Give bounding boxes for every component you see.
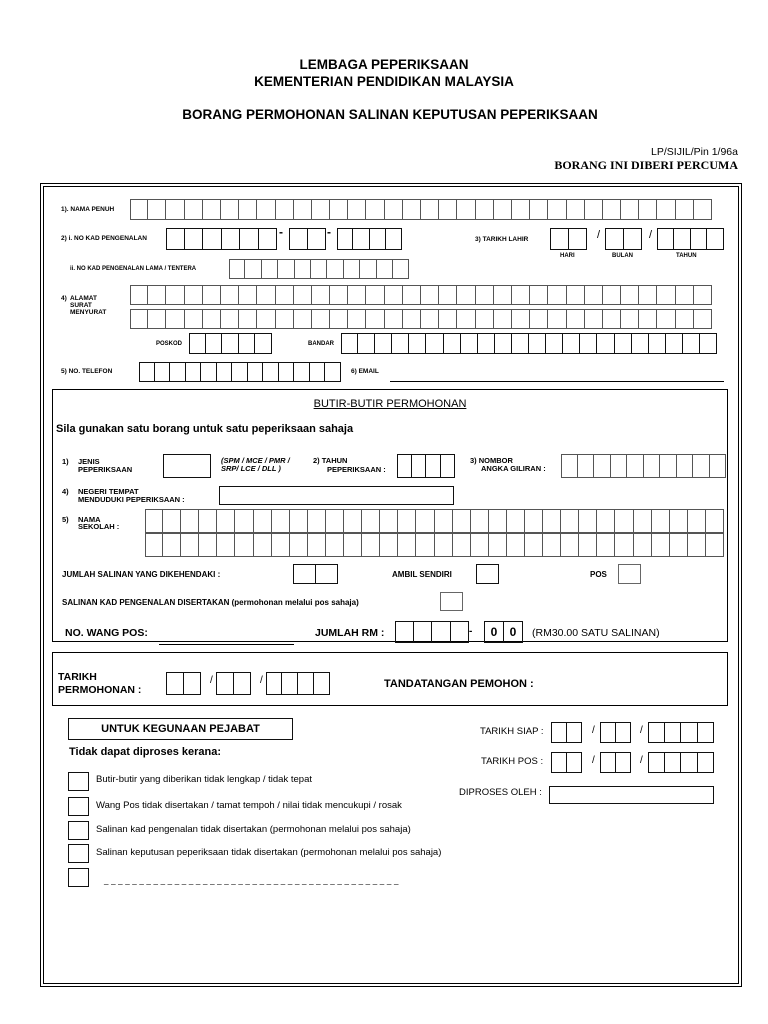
application-date-label-2: PERMOHONAN : bbox=[58, 684, 142, 696]
school-name-label-2: SEKOLAH : bbox=[78, 522, 120, 531]
header-line-1: LEMBAGA PEPERIKSAAN bbox=[299, 57, 469, 72]
reason-4-text: Salinan keputusan peperiksaan tidak disertakan (permohonan melalui pos sahaja) bbox=[96, 847, 442, 858]
ic-number-part3-boxes[interactable] bbox=[337, 228, 402, 250]
form-reference-code: LP/SIJIL/Pin 1/96a bbox=[651, 146, 738, 158]
index-number-label-1: 3) NOMBOR bbox=[470, 456, 513, 465]
ic-number-part2-boxes[interactable] bbox=[289, 228, 326, 250]
exam-state-number: 4) bbox=[62, 487, 69, 496]
completion-date-year-boxes[interactable] bbox=[648, 722, 714, 743]
ic-dash-2: - bbox=[327, 225, 331, 239]
cannot-process-label: Tidak dapat diproses kerana: bbox=[69, 746, 222, 758]
application-section-title: BUTIR-BUTIR PERMOHONAN bbox=[313, 398, 467, 410]
city-boxes[interactable] bbox=[341, 333, 717, 354]
total-amount-boxes[interactable] bbox=[395, 621, 469, 643]
completion-date-label: TARIKH SIAP : bbox=[480, 726, 544, 737]
address-label-2: SURAT bbox=[70, 302, 92, 309]
exam-type-number: 1) bbox=[62, 457, 69, 466]
address-number: 4) bbox=[61, 295, 67, 302]
ic-copy-attached-label: SALINAN KAD PENGENALAN DISERTAKAN (permohonan melalui pos sahaja) bbox=[62, 598, 359, 607]
reason-other-dashed-line[interactable]: _ _ _ _ _ _ _ _ _ _ _ _ _ _ _ _ _ _ _ _ _ _ _ _ _ _ _ _ _ _ _ _ _ _ _ _ _ _ _ _ _ _ bbox=[104, 876, 399, 885]
address-line2-boxes[interactable] bbox=[130, 309, 712, 329]
index-number-label-2: ANGKA GILIRAN : bbox=[481, 464, 546, 473]
city-label: BANDAR bbox=[308, 341, 334, 347]
free-form-note: BORANG INI DIBERI PERCUMA bbox=[554, 158, 738, 172]
post-date-month-boxes[interactable] bbox=[600, 752, 631, 773]
processed-by-label: DIPROSES OLEH : bbox=[459, 787, 542, 798]
postcode-boxes[interactable] bbox=[189, 333, 272, 354]
exam-year-boxes[interactable] bbox=[397, 454, 455, 478]
address-label-1: ALAMAT bbox=[70, 295, 97, 302]
total-amount-label: JUMLAH RM : bbox=[315, 627, 385, 639]
reason-other-checkbox[interactable] bbox=[68, 868, 89, 887]
application-date-day-boxes[interactable] bbox=[166, 672, 201, 695]
exam-year-label-1: 2) TAHUN bbox=[313, 456, 348, 465]
exam-type-hint-1: (SPM / MCE / PMR / bbox=[221, 456, 290, 465]
reason-1-checkbox[interactable] bbox=[68, 772, 89, 791]
money-order-line[interactable] bbox=[159, 644, 294, 645]
ic-copy-attached-checkbox[interactable] bbox=[440, 592, 463, 611]
school-name-line1-boxes[interactable] bbox=[145, 509, 724, 533]
self-pickup-checkbox[interactable] bbox=[476, 564, 499, 584]
dob-slash-1: / bbox=[597, 229, 601, 241]
reason-2-text: Wang Pos tidak disertakan / tamat tempoh / nilai tidak mencukupi / rosak bbox=[96, 800, 402, 811]
completion-date-month-boxes[interactable] bbox=[600, 722, 631, 743]
full-name-label: 1). NAMA PENUH bbox=[61, 206, 115, 213]
money-order-label: NO. WANG POS: bbox=[65, 627, 148, 639]
reason-3-text: Salinan kad pengenalan tidak disertakan (permohonan melalui pos sahaja) bbox=[96, 824, 411, 835]
exam-type-label-2: PEPERIKSAAN bbox=[78, 465, 133, 474]
copies-label: JUMLAH SALINAN YANG DIKEHENDAKI : bbox=[62, 570, 221, 579]
post-checkbox[interactable] bbox=[618, 564, 641, 584]
address-label-3: MENYURAT bbox=[70, 309, 107, 316]
dob-month-boxes[interactable] bbox=[605, 228, 642, 250]
exam-type-box[interactable] bbox=[163, 454, 211, 478]
post-label: POS bbox=[590, 570, 607, 579]
index-number-boxes[interactable] bbox=[561, 454, 726, 478]
total-cents-digit-2[interactable]: 0 bbox=[503, 621, 523, 643]
phone-label: 5) NO. TELEFON bbox=[61, 368, 113, 375]
reason-2-checkbox[interactable] bbox=[68, 797, 89, 816]
post-date-day-boxes[interactable] bbox=[551, 752, 582, 773]
post-date-label: TARIKH POS : bbox=[481, 756, 544, 767]
school-name-number: 5) bbox=[62, 515, 69, 524]
completion-date-slash-1: / bbox=[592, 725, 595, 736]
post-date-slash-2: / bbox=[640, 755, 643, 766]
dob-year-boxes[interactable] bbox=[657, 228, 724, 250]
old-ic-label: ii. NO KAD PENGENALAN LAMA / TENTERA bbox=[70, 266, 197, 272]
post-date-slash-1: / bbox=[592, 755, 595, 766]
one-exam-instruction: Sila gunakan satu borang untuk satu peperiksaan sahaja bbox=[56, 423, 354, 435]
dob-slash-2: / bbox=[649, 229, 653, 241]
form-title: BORANG PERMOHONAN SALINAN KEPUTUSAN PEPERIKSAAN bbox=[182, 107, 598, 122]
exam-state-field[interactable] bbox=[219, 486, 454, 505]
dob-label: 3) TARIKH LAHIR bbox=[475, 236, 529, 243]
ic-number-label: 2) i. NO KAD PENGENALAN bbox=[61, 235, 147, 242]
ic-dash-1: - bbox=[279, 225, 283, 239]
address-line1-boxes[interactable] bbox=[130, 285, 712, 305]
completion-date-slash-2: / bbox=[640, 725, 643, 736]
dob-day-caption: HARI bbox=[560, 253, 575, 259]
ic-number-part1-boxes[interactable] bbox=[166, 228, 277, 250]
application-date-month-boxes[interactable] bbox=[216, 672, 251, 695]
school-name-label-1: NAMA bbox=[78, 515, 101, 524]
application-date-year-boxes[interactable] bbox=[266, 672, 330, 695]
office-use-heading: UNTUK KEGUNAAN PEJABAT bbox=[68, 718, 293, 740]
postcode-label: POSKOD bbox=[156, 341, 183, 347]
processed-by-field[interactable] bbox=[549, 786, 714, 804]
email-line[interactable] bbox=[390, 381, 724, 382]
phone-boxes[interactable] bbox=[139, 362, 341, 382]
exam-year-label-2: PEPERIKSAAN : bbox=[327, 465, 386, 474]
post-date-year-boxes[interactable] bbox=[648, 752, 714, 773]
reason-3-checkbox[interactable] bbox=[68, 821, 89, 840]
dob-day-boxes[interactable] bbox=[550, 228, 587, 250]
application-date-label-1: TARIKH bbox=[58, 671, 97, 683]
copies-boxes[interactable] bbox=[293, 564, 338, 584]
exam-type-label-1: JENIS bbox=[78, 457, 100, 466]
price-per-copy: (RM30.00 SATU SALINAN) bbox=[532, 627, 660, 639]
application-date-slash-1: / bbox=[210, 675, 213, 686]
old-ic-boxes[interactable] bbox=[229, 259, 409, 279]
dob-month-caption: BULAN bbox=[612, 253, 633, 259]
reason-4-checkbox[interactable] bbox=[68, 844, 89, 863]
exam-type-hint-2: SRP/ LCE / DLL ) bbox=[221, 464, 281, 473]
applicant-signature-label: TANDATANGAN PEMOHON : bbox=[384, 678, 534, 690]
email-label: 6) EMAIL bbox=[351, 368, 379, 375]
total-amount-dash: - bbox=[469, 626, 473, 637]
application-date-slash-2: / bbox=[260, 675, 263, 686]
full-name-boxes[interactable] bbox=[130, 199, 712, 220]
header-line-2: KEMENTERIAN PENDIDIKAN MALAYSIA bbox=[254, 74, 514, 89]
exam-state-label-1: NEGERI TEMPAT bbox=[78, 487, 139, 496]
completion-date-day-boxes[interactable] bbox=[551, 722, 582, 743]
school-name-line2-boxes[interactable] bbox=[145, 533, 724, 557]
exam-state-label-2: MENDUDUKI PEPERIKSAAN : bbox=[78, 495, 185, 504]
dob-year-caption: TAHUN bbox=[676, 253, 697, 259]
self-pickup-label: AMBIL SENDIRI bbox=[392, 570, 452, 579]
total-cents-digit-1[interactable]: 0 bbox=[484, 621, 504, 643]
reason-1-text: Butir-butir yang diberikan tidak lengkap / tidak tepat bbox=[96, 774, 312, 785]
